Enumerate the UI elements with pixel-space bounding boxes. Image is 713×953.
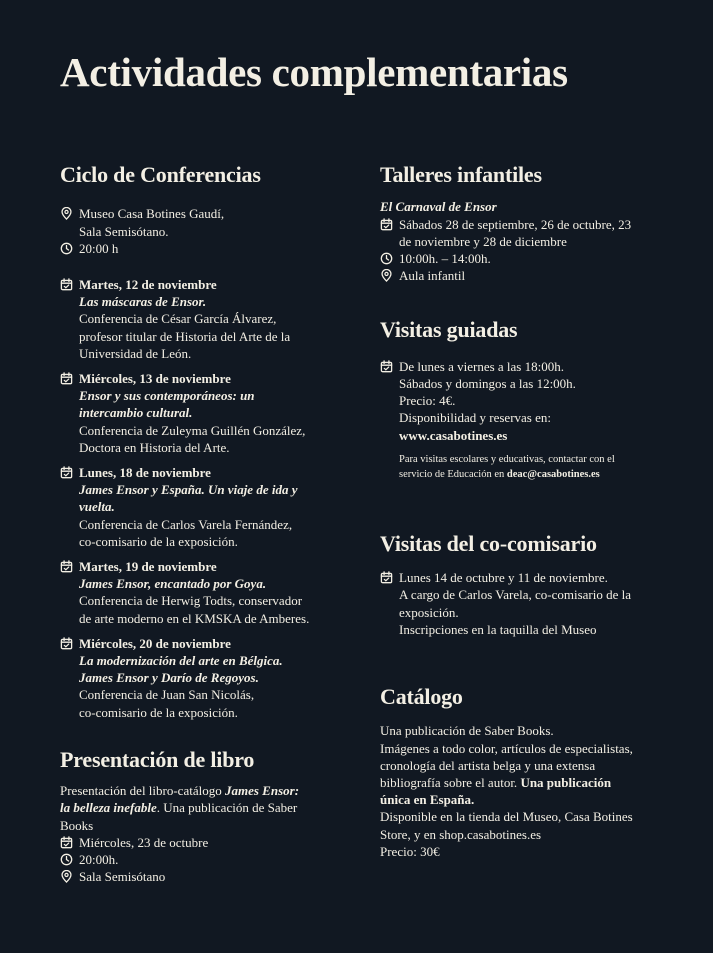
clock-icon — [60, 853, 73, 866]
talk-desc: Conferencia de César García Álvarez, — [79, 311, 277, 327]
visitas-email-link[interactable]: deac@casabotines.es — [506, 468, 600, 480]
visitas-note-text: servicio de Educación en — [399, 468, 507, 480]
talk-item — [60, 558, 345, 627]
talleres-dates-line: de noviembre y 28 de diciembre — [399, 233, 567, 249]
calendar-icon — [60, 278, 73, 291]
libro-book-title: la belleza inefable — [60, 800, 157, 816]
talk-desc: Conferencia de Herwig Todts, conservador — [79, 593, 303, 609]
talk-desc: Universidad de León. — [79, 345, 192, 361]
libro-intro-text: Presentación del libro-catálogo — [60, 783, 225, 799]
cocomisario-heading: Visitas del co-comisario — [380, 530, 597, 556]
talleres-time-text: 10:00h. – 14:00h. — [399, 251, 491, 266]
libro-time — [60, 851, 345, 868]
talk-title: La modernización del arte en Bélgica. — [79, 653, 283, 669]
catalogo-shop-link[interactable]: Store, y en shop.casabotines.es — [380, 826, 542, 842]
ciclo-heading: Ciclo de Conferencias — [60, 162, 261, 187]
libro-intro-text: Books — [60, 817, 94, 833]
talk-title: James Ensor, encantado por Goya. — [79, 576, 267, 592]
visitas-heading: Visitas guiadas — [380, 317, 518, 343]
talleres-place-text: Aula infantil — [399, 268, 466, 284]
catalogo-line: Disponible en la tienda del Museo, Casa Botines — [380, 809, 633, 825]
talk-date: Lunes, 18 de noviembre — [79, 465, 211, 481]
talleres-place — [380, 267, 665, 284]
talk-date: Miércoles, 20 de noviembre — [79, 635, 231, 651]
talk-item — [60, 276, 345, 362]
calendar-icon — [60, 372, 73, 385]
cocomisario-line: Inscripciones en la taquilla del Museo — [399, 621, 597, 637]
catalogo-heading: Catálogo — [380, 684, 463, 710]
left-column — [60, 162, 345, 885]
location-pin-icon — [60, 870, 73, 883]
location-pin-icon — [60, 207, 73, 220]
section-ciclo-conferencias — [60, 162, 345, 721]
calendar-icon — [60, 466, 73, 479]
section-visitas-guiadas — [380, 317, 665, 481]
cocomisario-line: Lunes 14 de octubre y 11 de noviembre. — [399, 570, 608, 586]
location-pin-icon — [380, 269, 393, 282]
talk-date: Miércoles, 13 de noviembre — [79, 371, 231, 387]
talk-desc: Conferencia de Carlos Varela Fernández, — [79, 516, 293, 532]
ciclo-location — [60, 205, 345, 239]
catalogo-line: bibliografía sobre el autor. — [380, 775, 521, 791]
libro-intro-text: . Una publicación de Saber — [156, 800, 298, 816]
talk-desc: Doctora en Historia del Arte. — [79, 439, 230, 455]
catalogo-highlight: Una publicación — [520, 775, 612, 791]
talk-desc: co-comisario de la exposición. — [79, 533, 238, 549]
talk-title: James Ensor y España. Un viaje de ida y — [79, 482, 298, 498]
catalogo-line: cronología del artista belga y una extensa — [380, 757, 596, 773]
talk-title: James Ensor y Darío de Regoyos. — [79, 670, 259, 686]
clock-icon — [60, 242, 73, 255]
libro-date — [60, 834, 345, 851]
section-talleres-infantiles — [380, 162, 665, 284]
ciclo-time — [60, 240, 345, 257]
visitas-line: Sábados y domingos a las 12:00h. — [399, 376, 576, 391]
visitas-note — [380, 452, 665, 482]
talk-item — [60, 635, 345, 721]
section-presentacion-libro — [60, 747, 345, 886]
talk-title: Las máscaras de Ensor. — [79, 294, 207, 310]
libro-book-title: James Ensor: — [224, 783, 300, 799]
talk-item — [60, 464, 345, 550]
clock-icon — [380, 252, 393, 265]
cocomisario-info — [380, 569, 665, 638]
section-visitas-cocomisario — [380, 531, 665, 638]
visitas-info — [380, 358, 665, 444]
ciclo-location-line: Sala Semisótano. — [79, 223, 169, 239]
libro-place — [60, 868, 345, 885]
calendar-icon — [380, 218, 393, 231]
page-title: Actividades complementarias — [60, 49, 568, 95]
talleres-dates-line: Sábados 28 de septiembre, 26 de octubre, 23 — [399, 216, 632, 232]
libro-intro — [60, 782, 345, 834]
talleres-heading: Talleres infantiles — [380, 162, 542, 187]
catalogo-line: Imágenes a todo color, artículos de especialistas, — [380, 740, 633, 756]
talk-desc: de arte moderno en el KMSKA de Amberes. — [79, 610, 310, 626]
visitas-price: Precio: 4€. — [399, 393, 456, 409]
talk-date: Martes, 19 de noviembre — [79, 559, 217, 575]
talk-desc: co-comisario de la exposición. — [79, 704, 238, 720]
visitas-line: Disponibilidad y reservas en: — [399, 410, 551, 426]
ciclo-time-text: 20:00 h — [79, 240, 119, 256]
calendar-icon — [380, 360, 393, 373]
libro-heading: Presentación de libro — [60, 746, 255, 772]
talleres-name: El Carnaval de Ensor — [380, 199, 497, 215]
libro-time-text: 20:00h. — [79, 852, 119, 868]
catalogo-body — [380, 722, 665, 860]
catalogo-highlight: única en España. — [380, 792, 475, 808]
ciclo-location-line: Museo Casa Botines Gaudí, — [79, 206, 225, 222]
catalogo-line: Una publicación de Saber Books. — [380, 723, 554, 739]
talk-desc: Conferencia de Zuleyma Guillén González, — [79, 422, 306, 438]
section-catalogo — [380, 684, 665, 860]
cocomisario-line: A cargo de Carlos Varela, co-comisario de la — [399, 587, 631, 603]
talk-title: vuelta. — [79, 499, 115, 515]
talleres-dates — [380, 216, 665, 250]
cocomisario-line: exposición. — [399, 604, 459, 620]
talleres-time — [380, 250, 665, 267]
talk-item — [60, 370, 345, 456]
talk-title: intercambio cultural. — [79, 405, 193, 421]
visitas-note-text: Para visitas escolares y educativas, contactar con el — [399, 453, 615, 465]
calendar-icon — [60, 637, 73, 650]
right-column — [380, 162, 665, 860]
visitas-line: De lunes a viernes a las 18:00h. — [399, 358, 564, 374]
libro-date-text: Miércoles, 23 de octubre — [79, 834, 209, 850]
visitas-website-link[interactable]: www.casabotines.es — [399, 427, 508, 443]
libro-place-text: Sala Semisótano — [79, 869, 166, 885]
talk-date: Martes, 12 de noviembre — [79, 277, 217, 292]
calendar-icon — [380, 571, 393, 584]
talk-desc: Conferencia de Juan San Nicolás, — [79, 687, 255, 703]
calendar-icon — [60, 560, 73, 573]
catalogo-price: Precio: 30€ — [380, 843, 440, 859]
calendar-icon — [60, 836, 73, 849]
talk-desc: profesor titular de Historia del Arte de la — [79, 328, 291, 344]
talk-title: Ensor y sus contemporáneos: un — [79, 388, 255, 404]
